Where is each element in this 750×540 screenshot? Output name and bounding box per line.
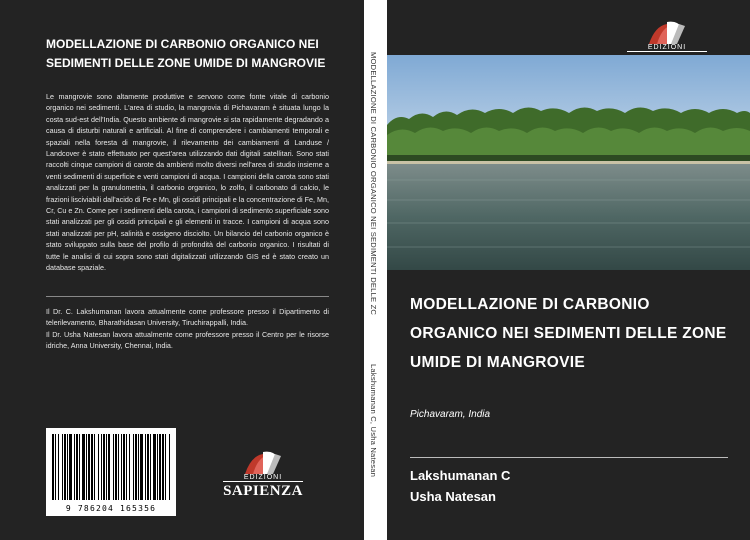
publisher-imprint: EDIZIONI — [243, 474, 283, 481]
barcode-bar — [88, 434, 90, 500]
barcode-bar — [159, 434, 161, 500]
book-fan-logo-icon — [241, 448, 285, 476]
barcode-bar — [150, 434, 151, 500]
front-cover-authors — [410, 465, 510, 507]
barcode-bar — [118, 434, 119, 500]
author-name-2: Usha Natesan — [410, 489, 496, 504]
barcode-bar — [94, 434, 95, 500]
barcode-bar — [64, 434, 66, 500]
author-name-1: Lakshumanan C — [410, 468, 511, 483]
barcode-bar — [79, 434, 80, 500]
barcode-bar — [52, 434, 54, 500]
front-cover-divider — [410, 457, 728, 458]
back-cover-blurb: Le mangrovie sono altamente produttive e servono come fonte vitale di carbonio organico nei sedimenti. L'area di studio, la mangrovia di Pichavaram è situata lungo la costa sud-est dell'India. Questo ambiente di mangrovie si sta rapidamente degradando a causa di disturbi naturali e artificiali. Al fine di comprendere i cambiamenti temporali e spaziali nella foresta di mangrovie, il rilevamento dei cambiamenti di Landuse / Landcover è stato effettuato per quest'area utilizzando dati digitali satellitari. Sono stati raccolti cinque campioni di carote da ambienti molto diversi nell'area di studio insieme a venti sedimenti di superficie e venti campioni di acqua. I campioni della carota sono stati analizzati per la granulometria, il carbonio organico, lo zolfo, il carbonato di calcio, le frazioni lisciviabili dall'acido di Fe e Mn, gli ossidi principali e la concentrazione di Fe, Mn, Cr, Cu e Zn. Come per i sedimenti della carota, i campioni di sedimento superficiale sono stati analizzati per gli ossidi principali e gli elementi in tracce. I campioni di acqua sono stati analizzati per pH, salinità e ossigeno disciolto. Un bilancio del carbonio organico è stato sviluppato sulla base del profilo di profondità del carbonio organico. I risultati di tutte le analisi di cui sopra sono stati digitalizzati utilizzando GIS ed è stato creato un database spaziale. — [46, 92, 330, 273]
barcode-bar — [108, 434, 110, 500]
barcode-bar — [82, 434, 85, 500]
barcode-bar — [126, 434, 127, 500]
barcode-bar — [157, 434, 158, 500]
back-cover-title: MODELLAZIONE DI CARBONIO ORGANICO NEI SEDIMENTI DELLE ZONE UMIDE DI MANGROVIE — [46, 37, 326, 70]
publisher-logo-back — [218, 448, 308, 500]
barcode-bar — [62, 434, 63, 500]
barcode-bar — [147, 434, 149, 500]
barcode-icon — [52, 434, 170, 500]
barcode-bar — [69, 434, 72, 500]
barcode-bar — [55, 434, 56, 500]
barcode — [46, 428, 176, 516]
back-cover-divider — [46, 296, 329, 297]
barcode-bar — [115, 434, 117, 500]
barcode-bar — [98, 434, 99, 500]
barcode-bar — [129, 434, 130, 500]
barcode-bar — [140, 434, 143, 500]
front-cover-title: MODELLAZIONE DI CARBONIO ORGANICO NEI SEDIMENTI DELLE ZONE UMIDE DI MANGROVIE — [410, 296, 727, 371]
barcode-bar — [91, 434, 93, 500]
barcode-bar — [113, 434, 114, 500]
barcode-bar — [103, 434, 105, 500]
author-bios — [46, 306, 329, 352]
barcode-bar — [86, 434, 87, 500]
mangrove-photo — [387, 55, 750, 270]
barcode-bar — [74, 434, 75, 500]
barcode-bar — [169, 434, 170, 500]
barcode-bar — [58, 434, 59, 500]
barcode-bar — [123, 434, 125, 500]
barcode-bar — [106, 434, 107, 500]
barcode-bar — [121, 434, 122, 500]
barcode-bar — [165, 434, 166, 500]
barcode-bar — [153, 434, 156, 500]
barcode-bar — [76, 434, 78, 500]
front-cover-subtitle: Pichavaram, India — [410, 409, 491, 420]
barcode-bar — [135, 434, 137, 500]
barcode-bar — [162, 434, 164, 500]
barcode-bar — [67, 434, 68, 500]
spine-authors: Lakshumanan C, Usha Natesan — [369, 364, 378, 478]
barcode-digits: 9 786204 165356 — [65, 504, 157, 513]
publisher-imprint: EDIZIONI — [647, 44, 687, 51]
barcode-bar — [101, 434, 102, 500]
author-bio-1: Il Dr. C. Lakshumanan lavora attualmente come professore presso il Dipartimento di telerilevamento, Bharathidasan University, Tiruchirappalli, India. — [46, 307, 329, 328]
spine-title: MODELLAZIONE DI CARBONIO ORGANICO NEI SEDIMENTI DELLE ZC — [369, 52, 378, 316]
barcode-bar — [133, 434, 134, 500]
author-bio-2: Il Dr. Usha Natesan lavora attualmente come professore presso il Centro per le risorse idriche, Anna University, Chennai, India. — [46, 329, 329, 351]
publisher-name: SAPIENZA — [223, 483, 303, 499]
book-fan-logo-icon — [645, 18, 689, 46]
barcode-bar — [138, 434, 139, 500]
barcode-bar — [145, 434, 146, 500]
